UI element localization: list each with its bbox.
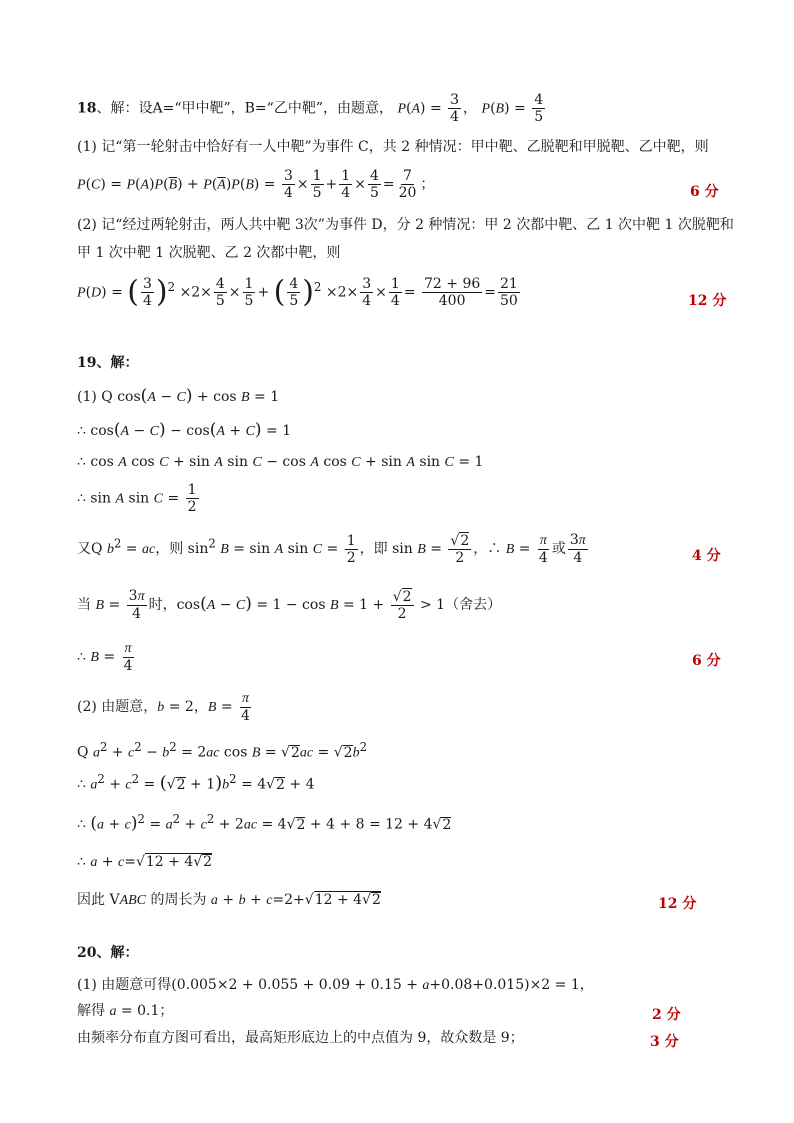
q19-heading: 19、解： — [77, 355, 139, 371]
q18-heading: 18、解：设A=“甲中靶”，B=“乙中靶”，由题意， P(A) = $\frac{3}{4}$ ， P(B) = $\frac{4}{5}$ — [77, 92, 544, 126]
q19-line13-score: 12 分 — [658, 896, 697, 912]
q19-line11: ∴ $(a + c)^2 = a^2 + c^2 + 2ac = 4√2 + 4 + 8 = 12 + 4√2$ — [77, 812, 452, 834]
q18-part1-formula: $P(C) = P(A)P(\overline{B}) + P(\overline{A})P(B)$ = $\frac{3}{4}$ × $\frac{1}{5}$ + $\frac{1}{4}$ × $\frac{4}{5}$ = $\frac{7}{20}$ ； — [77, 168, 435, 202]
q19-line8: (2) 由题意，b = 2，B = $\frac{\pi}{4}$ — [77, 691, 250, 725]
q18-part1-score: 6 分 — [690, 184, 719, 200]
q19-line1: (1) Q cos(A − C) + cos B = 1 — [77, 386, 280, 406]
q20-line3-score: 3 分 — [650, 1034, 679, 1050]
q20-heading: 20、解： — [77, 945, 139, 961]
q19-line5: 又Q $b^2$ = ac，则 $\sin^2 B = \sin A$ sin C = $\frac{1}{2}$ ，即 sin B = $\frac{√2}{2}$ ，∴ B = $\frac{\pi}{4}$ 或 $\frac{3\pi}{4}$ — [77, 532, 586, 567]
q19-line5-score: 4 分 — [692, 548, 721, 564]
q18-part2-text1: (2) 记“经过两轮射击，两人共中靶 3次”为事件 D，分 2 种情况：甲 2 次都中靶、乙 1 次中靶 1 次脱靶和 — [77, 217, 734, 233]
q19-line4: ∴ sin A sin C = $\frac{1}{2}$ — [77, 482, 197, 516]
q19-line2: ∴ cos(A − C) − cos(A + C) = 1 — [77, 420, 292, 440]
q19-line10: ∴ $a^2 + c^2 = (√2 + 1)b^2 = 4√2 + 4$ — [77, 772, 315, 794]
q19-line12: ∴ a + c=√12 + 4√2 — [77, 854, 213, 870]
q18-part2-text2: 甲 1 次中靶 1 次脱靶、乙 2 次都中靶，则 — [77, 245, 341, 261]
q18-part1-text: (1) 记“第一轮射击中恰好有一人中靶”为事件 C，共 2 种情况：甲中靶、乙脱靶和甲脱靶、乙中靶，则 — [77, 139, 709, 155]
q20-line2: 解得 a = 0.1； — [77, 1003, 174, 1019]
q19-line7-score: 6 分 — [692, 653, 721, 669]
q20-line3: 由频率分布直方图可看出，最高矩形底边上的中点值为 9，故众数是 9； — [77, 1030, 524, 1046]
q20-line2-score: 2 分 — [652, 1007, 681, 1023]
q19-line9: Q $a^2 + c^2 - b^2 = 2ac$ $\cos B = √2ac = √2b^2$ — [77, 740, 367, 761]
q19-line13: 因此 VABC 的周长为 a + b + c=2+√12 + 4√2 — [77, 892, 381, 908]
q20-line1: (1) 由题意可得(0.005×2 + 0.055 + 0.09 + 0.15 + a+0.08+0.015)×2 = 1， — [77, 977, 594, 993]
q19-line6: 当 B = $\frac{3\pi}{4}$ 时，cos(A − C) = 1 − cos B = 1 + $\frac{√2}{2}$ > 1（舍去） — [77, 588, 502, 623]
q19-line7: ∴ B = $\frac{\pi}{4}$ — [77, 641, 133, 675]
q18-part2-score: 12 分 — [688, 293, 727, 309]
q19-line3: ∴ cos A cos C + sin A sin C − cos A cos C + sin A sin C = 1 — [77, 454, 484, 470]
q18-part2-formula: P(D) = ( $\frac{3}{4}$ )$^2$ ×2× $\frac{4}{5}$ × $\frac{1}{5}$ + ( $\frac{4}{5}$ )$^2$ ×2× $\frac{3}{4}$ × $\frac{1}{4}$ = $\frac{72 + 96}{400}$ = $\frac{21}{50}$ — [77, 274, 518, 310]
